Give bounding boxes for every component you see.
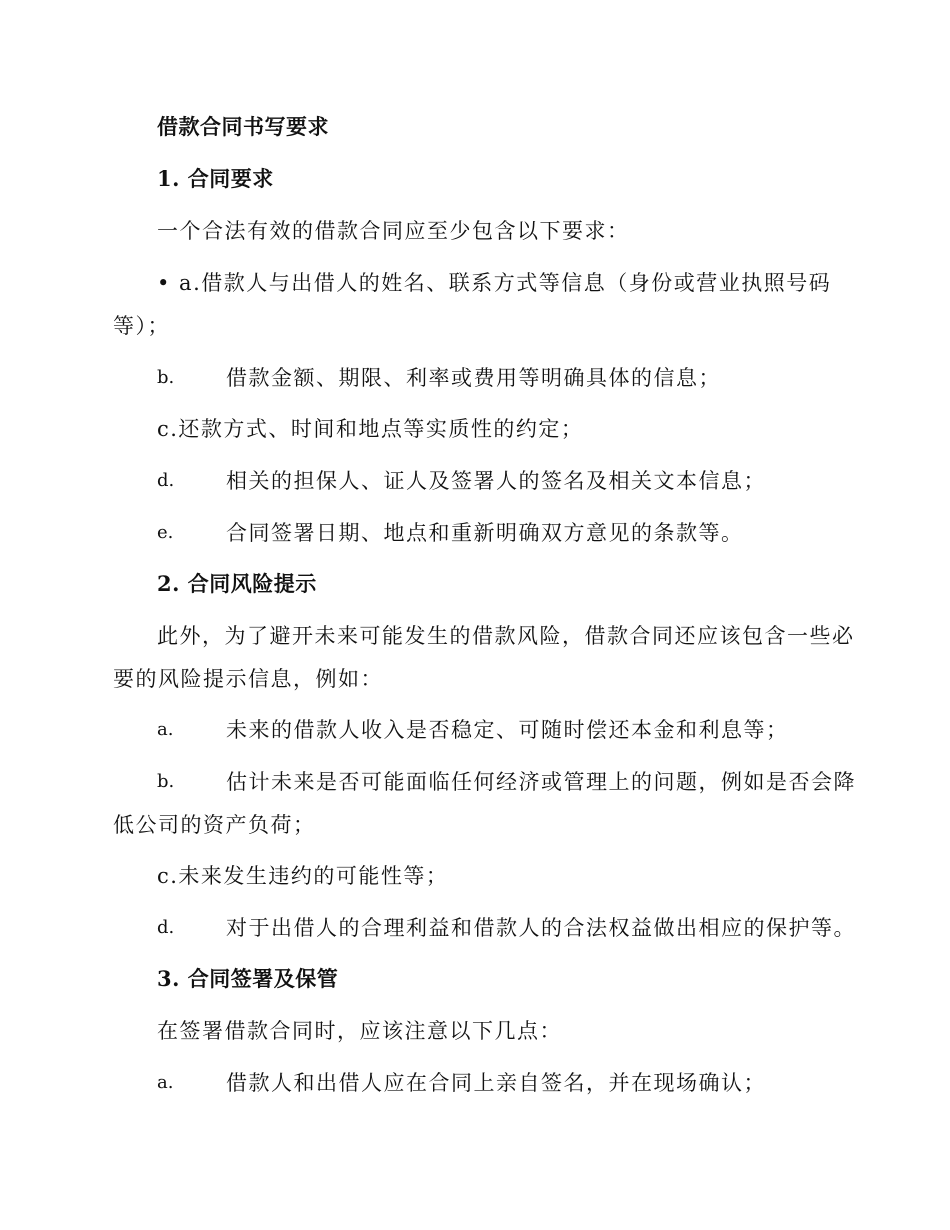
section-3-intro: 在签署借款合同时，应该注意以下几点： — [157, 1019, 562, 1043]
section-2-item-c: c.未来发生违约的可能性等； — [157, 864, 449, 888]
section-3-heading: 3. 合同签署及保管 — [157, 966, 339, 991]
section-1-item-e: 合同签署日期、地点和重新明确双方意见的条款等。 — [226, 521, 744, 545]
section-3-item-a: 借款人和出借人应在合同上亲自签名，并在现场确认； — [226, 1071, 766, 1095]
section-1-item-b: 借款金额、期限、利率或费用等明确具体的信息； — [226, 366, 721, 390]
list-marker: a. — [157, 1072, 174, 1093]
section-1-item-a: • a.借款人与出借人的姓名、联系方式等信息（身份或营业执照号码 — [157, 271, 832, 295]
document-title: 借款合同书写要求 — [157, 114, 329, 139]
list-marker: a. — [157, 719, 174, 740]
section-1-item-a-continuation: 等）； — [113, 314, 170, 338]
list-marker: e. — [157, 522, 174, 543]
list-marker: d. — [157, 917, 175, 938]
section-1-item-c: c.还款方式、时间和地点等实质性的约定； — [157, 417, 584, 441]
section-2-item-b: 估计未来是否可能面临任何经济或管理上的问题，例如是否会降 — [226, 770, 856, 794]
section-2-item-d: 对于出借人的合理利益和借款人的合法权益做出相应的保护等。 — [226, 916, 856, 940]
section-1-intro: 一个合法有效的借款合同应至少包含以下要求： — [157, 219, 630, 243]
list-marker: d. — [157, 470, 175, 491]
section-2-intro: 此外，为了避开未来可能发生的借款风险，借款合同还应该包含一些必 — [157, 624, 855, 648]
section-2-heading: 2. 合同风险提示 — [157, 571, 317, 596]
section-2-intro-continuation: 要的风险提示信息，例如： — [113, 667, 383, 691]
section-2-item-b-continuation: 低公司的资产负荷； — [113, 813, 316, 837]
list-marker: b. — [157, 771, 175, 792]
section-1-item-d: 相关的担保人、证人及签署人的签名及相关文本信息； — [226, 469, 766, 493]
list-marker: b. — [157, 367, 175, 388]
section-1-heading: 1. 合同要求 — [157, 166, 274, 191]
section-2-item-a: 未来的借款人收入是否稳定、可随时偿还本金和利息等； — [226, 718, 789, 742]
